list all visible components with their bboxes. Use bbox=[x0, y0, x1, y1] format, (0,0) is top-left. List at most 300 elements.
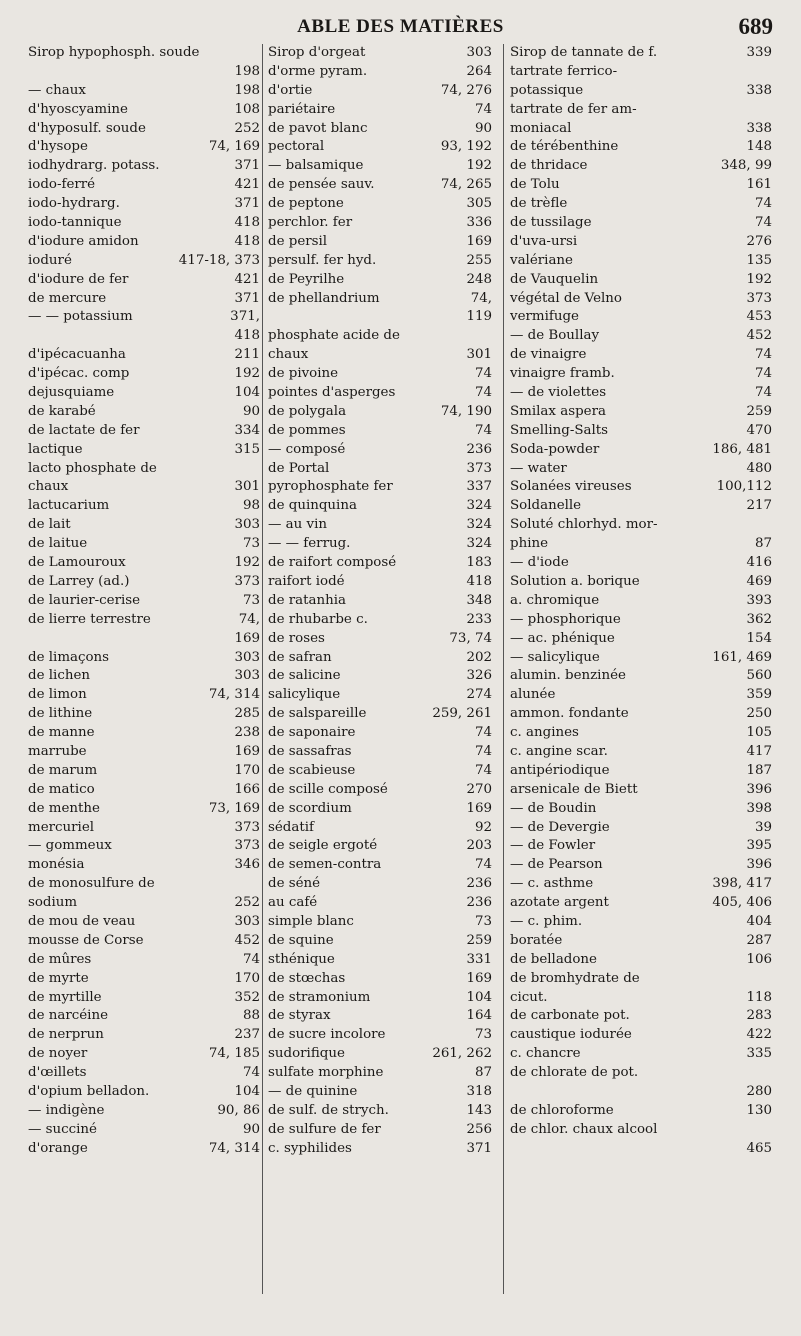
index-entry bbox=[510, 1064, 772, 1083]
entry-page-refs: 74 bbox=[754, 385, 772, 401]
entry-page-refs: 170 bbox=[234, 762, 260, 778]
index-entry bbox=[268, 195, 492, 214]
index-entry bbox=[28, 667, 260, 686]
entry-term: de menthe bbox=[28, 800, 100, 816]
index-entry bbox=[510, 157, 772, 176]
entry-page-refs bbox=[254, 44, 260, 63]
entry-term: — de Fowler bbox=[510, 838, 596, 854]
index-entry bbox=[28, 913, 260, 932]
entry-page-refs: 371, bbox=[230, 309, 260, 325]
entry-term: de pommes bbox=[268, 422, 346, 438]
entry-page-refs: 74 bbox=[474, 385, 492, 401]
index-entry bbox=[28, 705, 260, 724]
entry-term: — gommeux bbox=[28, 838, 112, 854]
entry-page-refs bbox=[486, 327, 492, 346]
entry-page-refs: 371 bbox=[234, 158, 260, 174]
entry-page-refs: 324 bbox=[466, 498, 492, 514]
entry-term: dejusquiame bbox=[28, 385, 115, 401]
index-entry bbox=[510, 214, 772, 233]
entry-term: ioduré bbox=[28, 252, 72, 268]
entry-page-refs: 74 bbox=[754, 215, 772, 231]
entry-term: iodhydrarg. potass. bbox=[28, 158, 160, 174]
entry-page-refs bbox=[766, 101, 772, 120]
entry-page-refs: 404 bbox=[746, 913, 772, 929]
index-entry bbox=[510, 1026, 772, 1045]
index-entry bbox=[28, 290, 260, 309]
entry-term: sulfate morphine bbox=[268, 1065, 384, 1081]
index-entry bbox=[510, 573, 772, 592]
entry-page-refs: 470 bbox=[746, 422, 772, 438]
entry-page-refs: 373 bbox=[466, 460, 492, 476]
entry-page-refs: 198 bbox=[234, 82, 260, 98]
entry-page-refs: 169 bbox=[466, 800, 492, 816]
index-entry bbox=[510, 913, 772, 932]
entry-term: tartrate de fer am- bbox=[510, 101, 637, 117]
index-entry bbox=[510, 894, 772, 913]
entry-page-refs: 192 bbox=[234, 555, 260, 571]
index-entry bbox=[510, 630, 772, 649]
index-entry bbox=[268, 1045, 492, 1064]
entry-page-refs: 169 bbox=[466, 233, 492, 249]
index-entry bbox=[510, 478, 772, 497]
running-title: ABLE DES MATIÈRES bbox=[297, 16, 504, 37]
entry-page-refs: 203 bbox=[466, 838, 492, 854]
index-entry bbox=[268, 1026, 492, 1045]
entry-page-refs: 324 bbox=[466, 517, 492, 533]
entry-page-refs bbox=[766, 63, 772, 82]
entry-page-refs: 104 bbox=[466, 989, 492, 1005]
entry-term: salicylique bbox=[268, 687, 341, 703]
entry-term: de lactate de fer bbox=[28, 422, 140, 438]
entry-page-refs: 170 bbox=[234, 970, 260, 986]
entry-term: lactucarium bbox=[28, 498, 110, 514]
index-entry bbox=[510, 403, 772, 422]
index-entry bbox=[28, 460, 260, 479]
index-entry bbox=[268, 592, 492, 611]
index-entry bbox=[28, 932, 260, 951]
index-entry bbox=[510, 44, 772, 63]
index-entry bbox=[510, 762, 772, 781]
entry-page-refs: 90 bbox=[242, 1121, 260, 1137]
index-entry bbox=[268, 932, 492, 951]
entry-page-refs: 422 bbox=[746, 1027, 772, 1043]
index-entry bbox=[268, 630, 492, 649]
entry-page-refs: 259 bbox=[746, 403, 772, 419]
entry-term: raifort iodé bbox=[268, 573, 345, 589]
entry-term: de monosulfure de bbox=[28, 876, 155, 892]
entry-page-refs: 237 bbox=[234, 1027, 260, 1043]
entry-term: de lierre terrestre bbox=[28, 611, 151, 627]
entry-page-refs: 74 bbox=[242, 1065, 260, 1081]
entry-page-refs: 130 bbox=[746, 1102, 772, 1118]
entry-term: lactique bbox=[28, 441, 83, 457]
index-entry bbox=[268, 497, 492, 516]
entry-term: de stramonium bbox=[268, 989, 371, 1005]
entry-term: — salicylique bbox=[510, 649, 600, 665]
entry-page-refs: 217 bbox=[746, 498, 772, 514]
index-entry bbox=[28, 743, 260, 762]
index-entry bbox=[268, 271, 492, 290]
index-entry bbox=[28, 1140, 260, 1159]
entry-term: de chloroforme bbox=[510, 1102, 614, 1118]
entry-page-refs bbox=[766, 1064, 772, 1083]
entry-term: pyrophosphate fer bbox=[268, 479, 393, 495]
entry-term: de raifort composé bbox=[268, 555, 397, 571]
entry-term: — composé bbox=[268, 441, 346, 457]
entry-term: de manne bbox=[28, 725, 95, 741]
index-entry bbox=[268, 781, 492, 800]
entry-page-refs: 74 bbox=[754, 366, 772, 382]
index-entry bbox=[510, 120, 772, 139]
entry-term: végétal de Velno bbox=[510, 290, 622, 306]
index-entry bbox=[510, 989, 772, 1008]
entry-term: de salspareille bbox=[268, 706, 367, 722]
index-entry bbox=[268, 951, 492, 970]
entry-term: chaux bbox=[268, 347, 309, 363]
entry-page-refs: 283 bbox=[746, 1008, 772, 1024]
entry-page-refs: 104 bbox=[234, 385, 260, 401]
index-entry bbox=[28, 176, 260, 195]
entry-term: antipériodique bbox=[510, 762, 610, 778]
page-number: 689 bbox=[738, 14, 773, 39]
entry-term: c. angines bbox=[510, 725, 579, 741]
index-entry bbox=[510, 800, 772, 819]
entry-term: — c. asthme bbox=[510, 876, 594, 892]
entry-page-refs: 452 bbox=[746, 328, 772, 344]
index-entry bbox=[268, 157, 492, 176]
entry-term: — chaux bbox=[28, 82, 86, 98]
entry-term: de saponaire bbox=[268, 725, 356, 741]
entry-page-refs: 148 bbox=[746, 139, 772, 155]
entry-page-refs: 74, 265 bbox=[440, 177, 492, 193]
entry-term: Smelling-Salts bbox=[510, 422, 609, 438]
entry-page-refs: 303 bbox=[234, 913, 260, 929]
entry-term: ammon. fondante bbox=[510, 706, 629, 722]
entry-term: perchlor. fer bbox=[268, 215, 353, 231]
entry-term: caustique iodurée bbox=[510, 1027, 632, 1043]
index-entry bbox=[268, 686, 492, 705]
entry-page-refs: 395 bbox=[746, 838, 772, 854]
entry-page-refs: 359 bbox=[746, 687, 772, 703]
index-entry bbox=[268, 535, 492, 554]
entry-page-refs: 259, 261 bbox=[432, 706, 492, 722]
entry-term: de semen-contra bbox=[268, 857, 382, 873]
entry-page-refs bbox=[766, 516, 772, 535]
entry-term: d'hyposulf. soude bbox=[28, 120, 146, 136]
index-entry bbox=[510, 970, 772, 989]
entry-term: de sulfure de fer bbox=[268, 1121, 381, 1137]
entry-term: sudorifique bbox=[268, 1046, 345, 1062]
entry-term: de squine bbox=[268, 932, 334, 948]
entry-term: d'iodure amidon bbox=[28, 233, 139, 249]
entry-term: c. syphilides bbox=[268, 1140, 352, 1156]
entry-term: d'ipécacuanha bbox=[28, 347, 126, 363]
entry-page-refs: 346 bbox=[234, 857, 260, 873]
index-entry bbox=[268, 800, 492, 819]
index-column-3 bbox=[510, 44, 772, 1159]
entry-page-refs: 303 bbox=[466, 45, 492, 60]
entry-page-refs: 250 bbox=[746, 706, 772, 722]
index-entry bbox=[510, 611, 772, 630]
index-entry bbox=[28, 970, 260, 989]
entry-page-refs: 418 bbox=[234, 215, 260, 231]
index-entry bbox=[28, 819, 260, 838]
entry-page-refs: 161, 469 bbox=[712, 649, 772, 665]
entry-page-refs: 371 bbox=[234, 196, 260, 212]
entry-page-refs: 39 bbox=[754, 819, 772, 835]
entry-term: Soldanelle bbox=[510, 498, 582, 514]
entry-term: de chlorate de pot. bbox=[510, 1065, 639, 1081]
entry-page-refs: 192 bbox=[466, 158, 492, 174]
entry-page-refs: 335 bbox=[746, 1046, 772, 1062]
entry-page-refs: 398, 417 bbox=[712, 876, 772, 892]
entry-page-refs: 331 bbox=[466, 951, 492, 967]
entry-term: iodo-ferré bbox=[28, 177, 96, 193]
entry-term: de karabé bbox=[28, 403, 96, 419]
entry-page-refs: 98 bbox=[242, 498, 260, 514]
index-entry bbox=[510, 1007, 772, 1026]
entry-page-refs: 74, 276 bbox=[440, 82, 492, 98]
entry-term: de noyer bbox=[28, 1046, 88, 1062]
entry-term: — — potassium bbox=[28, 309, 133, 325]
entry-page-refs: 74 bbox=[754, 196, 772, 212]
entry-term: persulf. fer hyd. bbox=[268, 252, 377, 268]
index-entry bbox=[28, 951, 260, 970]
entry-term: simple blanc bbox=[268, 913, 354, 929]
entry-page-refs: 362 bbox=[746, 611, 772, 627]
entry-term: iodo-hydrarg. bbox=[28, 196, 120, 212]
entry-page-refs: 87 bbox=[754, 536, 772, 552]
entry-page-refs: 74 bbox=[242, 951, 260, 967]
index-entry bbox=[28, 365, 260, 384]
entry-term: lacto phosphate de bbox=[28, 460, 157, 476]
entry-page-refs: 169 bbox=[234, 743, 260, 759]
entry-term: de phellandrium bbox=[268, 290, 380, 306]
entry-page-refs: 264 bbox=[466, 63, 492, 79]
index-entry bbox=[268, 743, 492, 762]
entry-page-refs: 373 bbox=[234, 573, 260, 589]
entry-page-refs: 417 bbox=[746, 743, 772, 759]
entry-page-refs: 396 bbox=[746, 857, 772, 873]
index-entry bbox=[268, 422, 492, 441]
entry-term: sédatif bbox=[268, 819, 314, 835]
index-entry bbox=[268, 346, 492, 365]
entry-page-refs: 183 bbox=[466, 555, 492, 571]
entry-page-refs: 233 bbox=[466, 611, 492, 627]
entry-page-refs: 285 bbox=[234, 706, 260, 722]
entry-term: Sirop de tannate de f. bbox=[510, 45, 658, 60]
entry-term: moniacal bbox=[510, 120, 572, 136]
entry-page-refs: 338 bbox=[746, 82, 772, 98]
entry-term: phosphate acide de bbox=[268, 328, 400, 344]
index-entry bbox=[268, 214, 492, 233]
entry-page-refs: 100,112 bbox=[716, 479, 772, 495]
index-entry bbox=[510, 951, 772, 970]
index-entry bbox=[268, 516, 492, 535]
index-entry bbox=[28, 441, 260, 460]
entry-page-refs: 74, 314 bbox=[208, 1140, 260, 1156]
index-entry bbox=[268, 819, 492, 838]
entry-page-refs: 73 bbox=[474, 913, 492, 929]
index-entry bbox=[28, 781, 260, 800]
entry-page-refs: 469 bbox=[746, 573, 772, 589]
entry-page-refs: 118 bbox=[746, 989, 772, 1005]
entry-term: a. chromique bbox=[510, 592, 600, 608]
entry-term: de Lamouroux bbox=[28, 555, 126, 571]
index-entry bbox=[510, 138, 772, 157]
index-entry bbox=[268, 120, 492, 139]
column-divider bbox=[262, 44, 263, 1294]
entry-page-refs: 236 bbox=[466, 876, 492, 892]
entry-page-refs: 74, 314 bbox=[208, 687, 260, 703]
entry-term: Smilax aspera bbox=[510, 403, 606, 419]
entry-term: — — ferrug. bbox=[268, 536, 351, 552]
index-entry bbox=[28, 554, 260, 573]
entry-term: de mûres bbox=[28, 951, 92, 967]
index-entry bbox=[510, 63, 772, 82]
index-entry bbox=[268, 856, 492, 875]
entry-term: de scille composé bbox=[268, 781, 388, 797]
index-entry bbox=[28, 837, 260, 856]
entry-page-refs: 352 bbox=[234, 989, 260, 1005]
entry-term: de myrte bbox=[28, 970, 89, 986]
index-entry bbox=[268, 384, 492, 403]
entry-term: de trèfle bbox=[510, 196, 568, 212]
entry-page-refs: 238 bbox=[234, 725, 260, 741]
index-entry bbox=[510, 82, 772, 101]
entry-term: de seigle ergoté bbox=[268, 838, 378, 854]
entry-term: de mercure bbox=[28, 290, 107, 306]
entry-page-refs: 259 bbox=[466, 932, 492, 948]
index-entry bbox=[28, 535, 260, 554]
entry-term: de persil bbox=[268, 233, 328, 249]
entry-page-refs: 371 bbox=[234, 290, 260, 306]
entry-page-refs: 169 bbox=[466, 970, 492, 986]
index-entry bbox=[28, 724, 260, 743]
entry-term: — de violettes bbox=[510, 385, 607, 401]
index-entry bbox=[510, 327, 772, 346]
entry-page-refs bbox=[254, 875, 260, 894]
entry-term: — d'iode bbox=[510, 555, 569, 571]
index-entry bbox=[268, 573, 492, 592]
index-entry bbox=[268, 875, 492, 894]
entry-page-refs: 560 bbox=[746, 668, 772, 684]
index-entry bbox=[510, 1045, 772, 1064]
entry-page-refs: 274 bbox=[466, 687, 492, 703]
entry-term: de narcéine bbox=[28, 1008, 109, 1024]
entry-term: de scordium bbox=[268, 800, 352, 816]
index-entry bbox=[510, 1102, 772, 1121]
entry-page-refs: 73 bbox=[242, 592, 260, 608]
index-entry bbox=[268, 478, 492, 497]
entry-term: boratée bbox=[510, 932, 563, 948]
index-entry bbox=[510, 592, 772, 611]
index-entry bbox=[268, 176, 492, 195]
entry-term: mercuriel bbox=[28, 819, 95, 835]
entry-term: de tussilage bbox=[510, 215, 592, 231]
entry-page-refs: 305 bbox=[466, 196, 492, 212]
index-entry bbox=[28, 1121, 260, 1140]
index-entry-continuation: 418 bbox=[234, 328, 260, 344]
index-entry bbox=[28, 1026, 260, 1045]
entry-page-refs: 396 bbox=[746, 781, 772, 797]
entry-term: — ac. phénique bbox=[510, 630, 615, 646]
column-divider bbox=[503, 44, 504, 1294]
index-entry bbox=[510, 686, 772, 705]
entry-page-refs: 92 bbox=[474, 819, 492, 835]
entry-term: d'opium belladon. bbox=[28, 1083, 150, 1099]
entry-term: de Larrey (ad.) bbox=[28, 573, 130, 589]
entry-term: de marum bbox=[28, 762, 98, 778]
entry-term: azotate argent bbox=[510, 895, 609, 911]
index-entry bbox=[28, 120, 260, 139]
entry-term: d'hyoscyamine bbox=[28, 101, 128, 117]
entry-page-refs: 326 bbox=[466, 668, 492, 684]
entry-term: de pensée sauv. bbox=[268, 177, 375, 193]
index-entry bbox=[28, 271, 260, 290]
entry-term: — phosphorique bbox=[510, 611, 621, 627]
entry-page-refs: 301 bbox=[234, 479, 260, 495]
entry-page-refs: 318 bbox=[466, 1083, 492, 1099]
index-entry bbox=[268, 970, 492, 989]
entry-page-refs: 105 bbox=[746, 725, 772, 741]
index-entry bbox=[510, 781, 772, 800]
entry-page-refs: 373 bbox=[234, 819, 260, 835]
entry-term: — succiné bbox=[28, 1121, 97, 1137]
entry-term: de lait bbox=[28, 517, 71, 533]
entry-page-refs: 398 bbox=[746, 800, 772, 816]
index-entry bbox=[28, 875, 260, 894]
entry-term: de Tolu bbox=[510, 177, 560, 193]
entry-term: valériane bbox=[510, 252, 573, 268]
index-entry bbox=[28, 1064, 260, 1083]
index-column-2 bbox=[268, 44, 492, 1159]
entry-page-refs: 270 bbox=[466, 781, 492, 797]
entry-term: c. angine scar. bbox=[510, 743, 608, 759]
index-entry bbox=[510, 497, 772, 516]
entry-term: c. chancre bbox=[510, 1046, 581, 1062]
index-entry bbox=[28, 497, 260, 516]
index-entry-continuation: 169 bbox=[234, 630, 260, 646]
entry-term: Solution a. borique bbox=[510, 573, 640, 589]
index-entry bbox=[510, 346, 772, 365]
entry-term: de Vauquelin bbox=[510, 271, 599, 287]
index-entry bbox=[268, 101, 492, 120]
entry-term: d'hysope bbox=[28, 139, 88, 155]
index-entry bbox=[510, 365, 772, 384]
entry-page-refs: 135 bbox=[746, 252, 772, 268]
entry-page-refs: 301 bbox=[466, 347, 492, 363]
index-entry bbox=[268, 762, 492, 781]
entry-term: — water bbox=[510, 460, 567, 476]
index-entry bbox=[28, 592, 260, 611]
index-entry bbox=[28, 384, 260, 403]
entry-term: — de quinine bbox=[268, 1083, 358, 1099]
entry-term: — de Pearson bbox=[510, 857, 603, 873]
entry-page-refs: 186, 481 bbox=[712, 441, 772, 457]
entry-term: de roses bbox=[268, 630, 325, 646]
entry-page-refs: 255 bbox=[466, 252, 492, 268]
entry-page-refs: 161 bbox=[746, 177, 772, 193]
entry-page-refs: 73 bbox=[242, 536, 260, 552]
index-entry bbox=[28, 894, 260, 913]
index-entry bbox=[28, 422, 260, 441]
entry-term: de vinaigre bbox=[510, 347, 587, 363]
entry-page-refs: 166 bbox=[234, 781, 260, 797]
entry-page-refs bbox=[766, 970, 772, 989]
index-entry bbox=[28, 403, 260, 422]
entry-term: de chlor. chaux alcool bbox=[510, 1121, 658, 1137]
